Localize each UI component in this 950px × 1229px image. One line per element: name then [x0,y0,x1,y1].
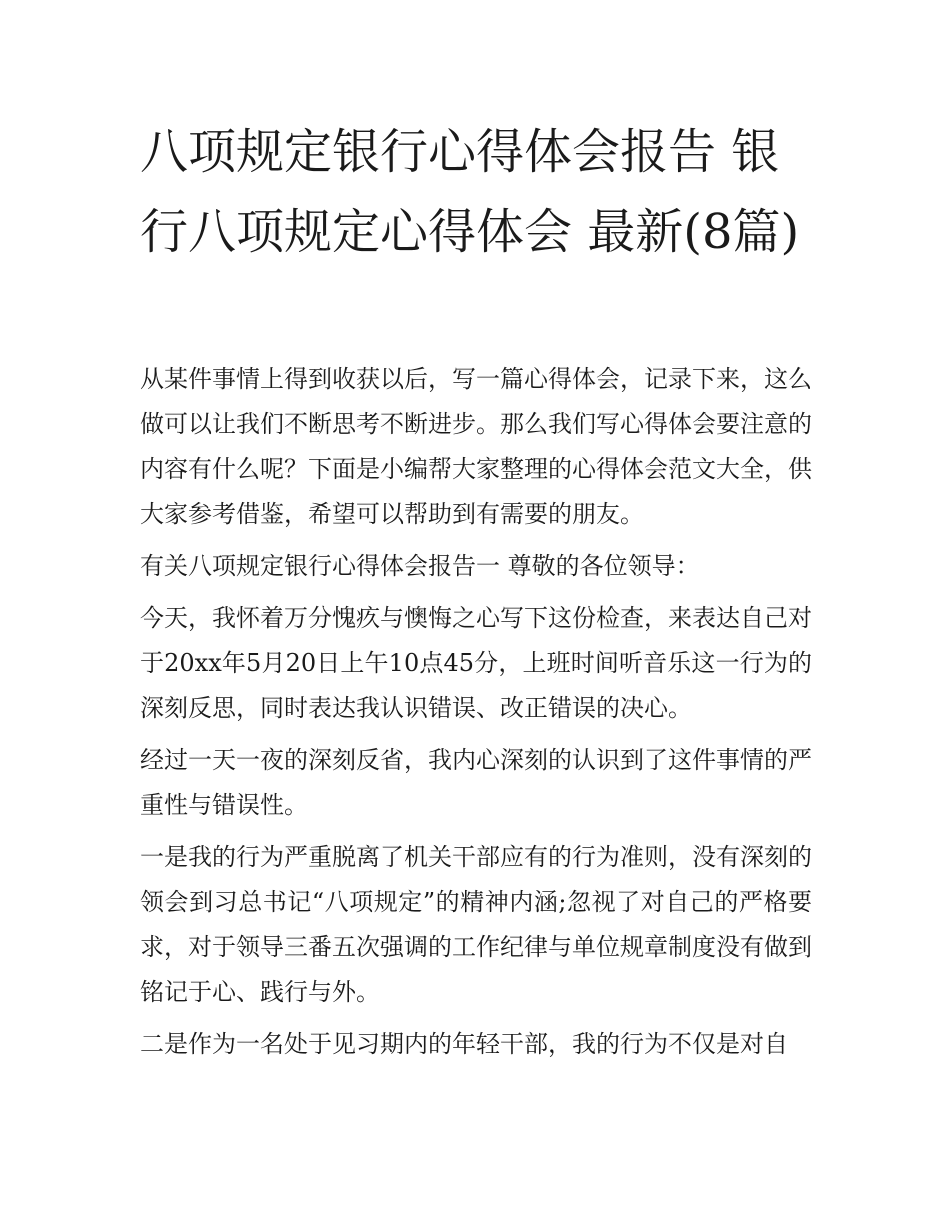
body-paragraph-2: 经过一天一夜的深刻反省，我内心深刻的认识到了这件事情的严重性与错误性。 [140,746,812,819]
intro-paragraph: 从某件事情上得到收获以后，写一篇心得体会，记录下来，这么做可以让我们不断思考不断进步。那么我们写心得体会要注意的内容有什么呢？下面是小编帮大家整理的心得体会范文大全，供大家参考借鉴，希望可以帮助到有需要的朋友。 [140,365,812,528]
report-heading-paragraph: 有关八项规定银行心得体会报告一 尊敬的各位领导： [140,552,700,580]
body-paragraph-1: 今天，我怀着万分愧疚与懊悔之心写下这份检查，来表达自己对于20xx年5月20日上午10点45分，上班时间听音乐这一行为的深刻反思，同时表达我认识错误、改正错误的决心。 [140,604,812,722]
document-title: 八项规定银行心得体会报告 银行八项规定心得体会 最新(8篇) [140,124,800,260]
body-paragraph-3: 一是我的行为严重脱离了机关干部应有的行为准则，没有深刻的领会到习总书记“八项规定”的精神内涵;忽视了对自己的严格要求，对于领导三番五次强调的工作纪律与单位规章制度没有做到铭记于心、践行与外。 [140,843,812,1006]
document-body [140,357,812,1067]
body-paragraph-4: 二是作为一名处于见习期内的年轻干部，我的行为不仅是对自 [140,1030,788,1058]
